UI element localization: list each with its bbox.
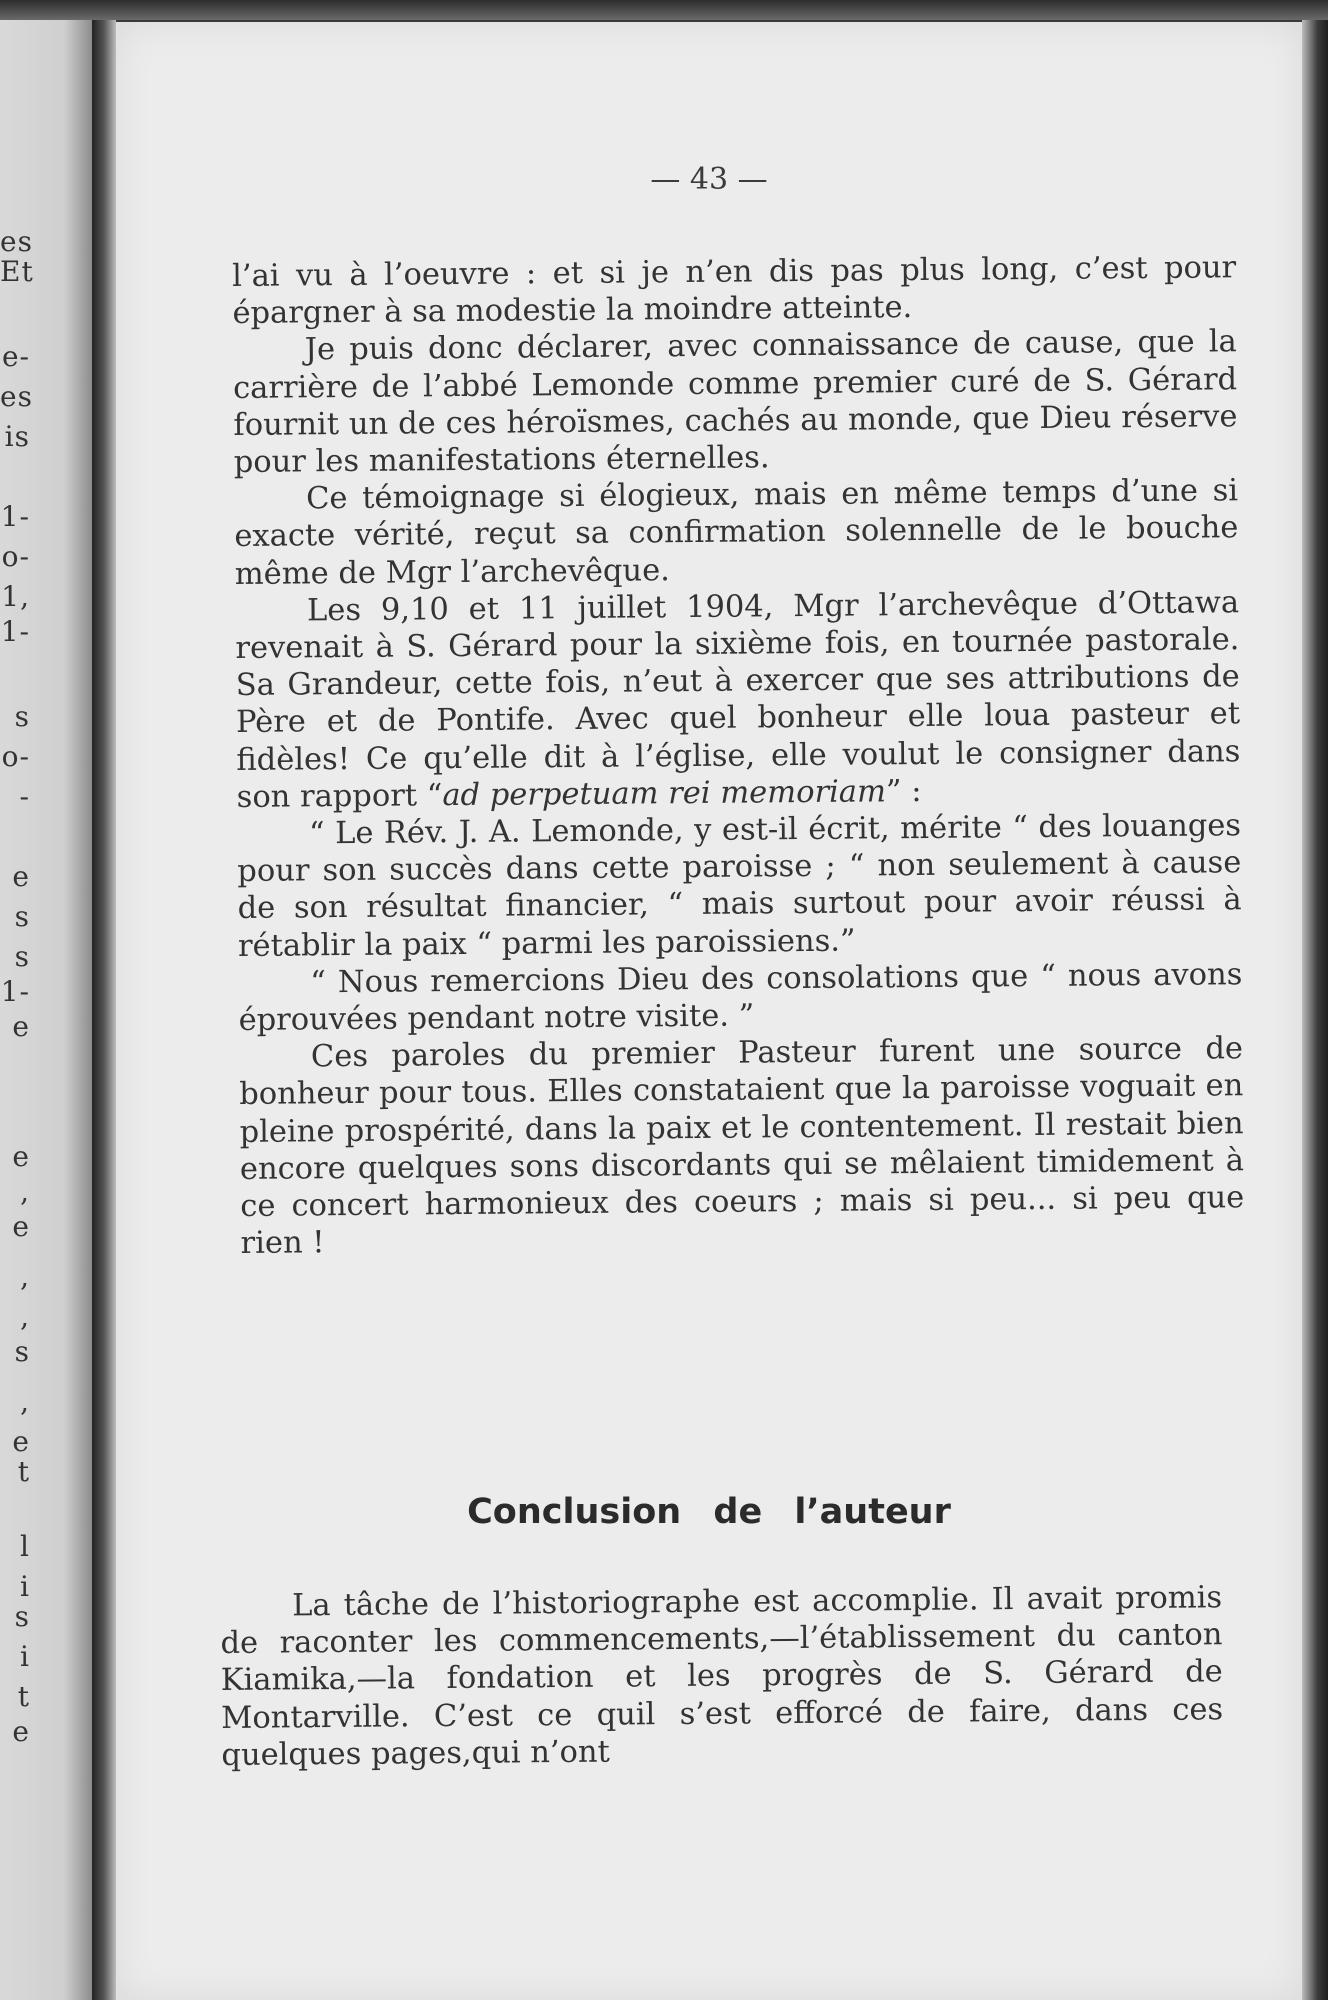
previous-page-fragment: s — [14, 940, 30, 973]
previous-page-fragment: , — [20, 1385, 30, 1418]
page-body — [232, 249, 1245, 1262]
previous-page-fragment: o- — [1, 540, 30, 573]
previous-page-fragment: s — [14, 900, 30, 933]
previous-page-fragment: e — [12, 1210, 30, 1243]
paragraph-3: Ce témoignage si élogieux, mais en même temps d’une si exacte vérité, reçut sa confirmation solennelle de le bouche même de Mgr l’archevêque. — [234, 473, 1239, 592]
paragraph-2: Je puis donc déclarer, avec connaissance de cause, que la carrière de l’abbé Lemonde comme premier curé de S. Gérard fournit un de ces héroïsmes, cachés au monde, que Dieu réserve pour les manifestations éternelles. — [232, 324, 1238, 481]
book-page — [116, 22, 1302, 2000]
conclusion-paragraph: La tâche de l’historiographe est accomplie. Il avait promis de raconter les commencements,—l’établissement du canton Kiamika,—la fondation et les progrès de S. Gérard de Montarville. C’est ce quil s’est efforcé de faire, dans ces quelques pages,qui n’ont — [220, 1580, 1224, 1773]
previous-page-fragment: o- — [1, 740, 30, 773]
previous-page-fragment: 1- — [0, 500, 30, 533]
previous-page-fragment: es — [0, 225, 33, 258]
previous-page-fragment: t — [17, 1455, 30, 1488]
scanner-frame-top — [0, 0, 1328, 20]
previous-page-fragment: es — [0, 380, 33, 413]
previous-page-fragment: e — [12, 1425, 30, 1458]
previous-page-fragment: s — [14, 1600, 30, 1633]
previous-page-fragment: s — [14, 1335, 30, 1368]
previous-page-fragment: e — [12, 1010, 30, 1043]
previous-page-fragment: e — [12, 860, 30, 893]
previous-page-fragment: Et — [0, 255, 34, 288]
latin-phrase: ad perpetuam rei memoriam — [442, 774, 887, 814]
page-number: — 43 — — [650, 162, 768, 197]
previous-page-fragment: , — [20, 1300, 30, 1333]
previous-page-fragment: l — [20, 1530, 30, 1563]
previous-page-fragment: - — [19, 780, 30, 813]
paragraph-5: Ces paroles du premier Pasteur furent une source de bonheur pour tous. Elles constataient que la paroisse voguait en pleine prospérité, dans la paix et le contentement. Il restait bien encore quelques sons discordants qui se mêlaient timidement à ce concert harmonieux des coeurs ; mais si peu... si peu que rien ! — [239, 1031, 1245, 1262]
paragraph-4-start: Les 9,10 et 11 juillet 1904, Mgr l’archevêque d’Ottawa revenait à S. Gérard pour la sixième fois, en tournée pastorale. Sa Grandeur, cette fois, n’eut à exercer que ses attributions de Père et de Pontife. Avec quel bonheur elle loua pasteur et fidèles! Ce qu’elle dit à l’église, elle voulut le consigner dans son rapport “ — [235, 585, 1241, 815]
scanner-frame-right — [1302, 20, 1328, 2000]
previous-page-fragment: i — [20, 1570, 30, 1603]
previous-page-fragment: e — [12, 1715, 30, 1748]
previous-page-fragment: 1- — [0, 975, 30, 1008]
quotation-1: “ Le Rév. J. A. Lemonde, y est-il écrit, mérite “ des louanges pour son succès dans cette paroisse ; “ non seulement à cause de son résultat financier, “ mais surtout pour avoir réussi à rétablir la paix “ parmi les paroissiens.” — [237, 808, 1242, 964]
previous-page-fragment: , — [20, 1260, 30, 1293]
section-heading: Conclusion de l’auteur — [467, 1492, 951, 1532]
previous-page-fragment: i — [20, 1640, 30, 1673]
paragraph-4 — [235, 584, 1241, 816]
paragraph-1: l’ai vu à l’oeuvre : et si je n’en dis pas plus long, c’est pour épargner à sa modestie la moindre atteinte. — [232, 250, 1237, 332]
previous-page-fragment: , — [20, 1175, 30, 1208]
conclusion-body — [220, 1579, 1224, 1774]
quotation-2: “ Nous remercions Dieu des consolations que “ nous avons éprouvées pendant notre visite. ” — [238, 957, 1243, 1039]
paragraph-4-end: ” : — [885, 773, 922, 810]
previous-page-fragment: 1, — [1, 580, 30, 613]
previous-page-fragment: is — [4, 420, 30, 453]
book-gutter — [92, 20, 116, 2000]
previous-page-fragment: e- — [1, 340, 30, 373]
previous-page-fragment: t — [17, 1680, 30, 1713]
previous-page-fragment: s — [14, 700, 30, 733]
previous-page-edge — [0, 20, 92, 2000]
previous-page-fragment: e — [12, 1140, 30, 1173]
previous-page-fragment: 1- — [0, 615, 30, 648]
